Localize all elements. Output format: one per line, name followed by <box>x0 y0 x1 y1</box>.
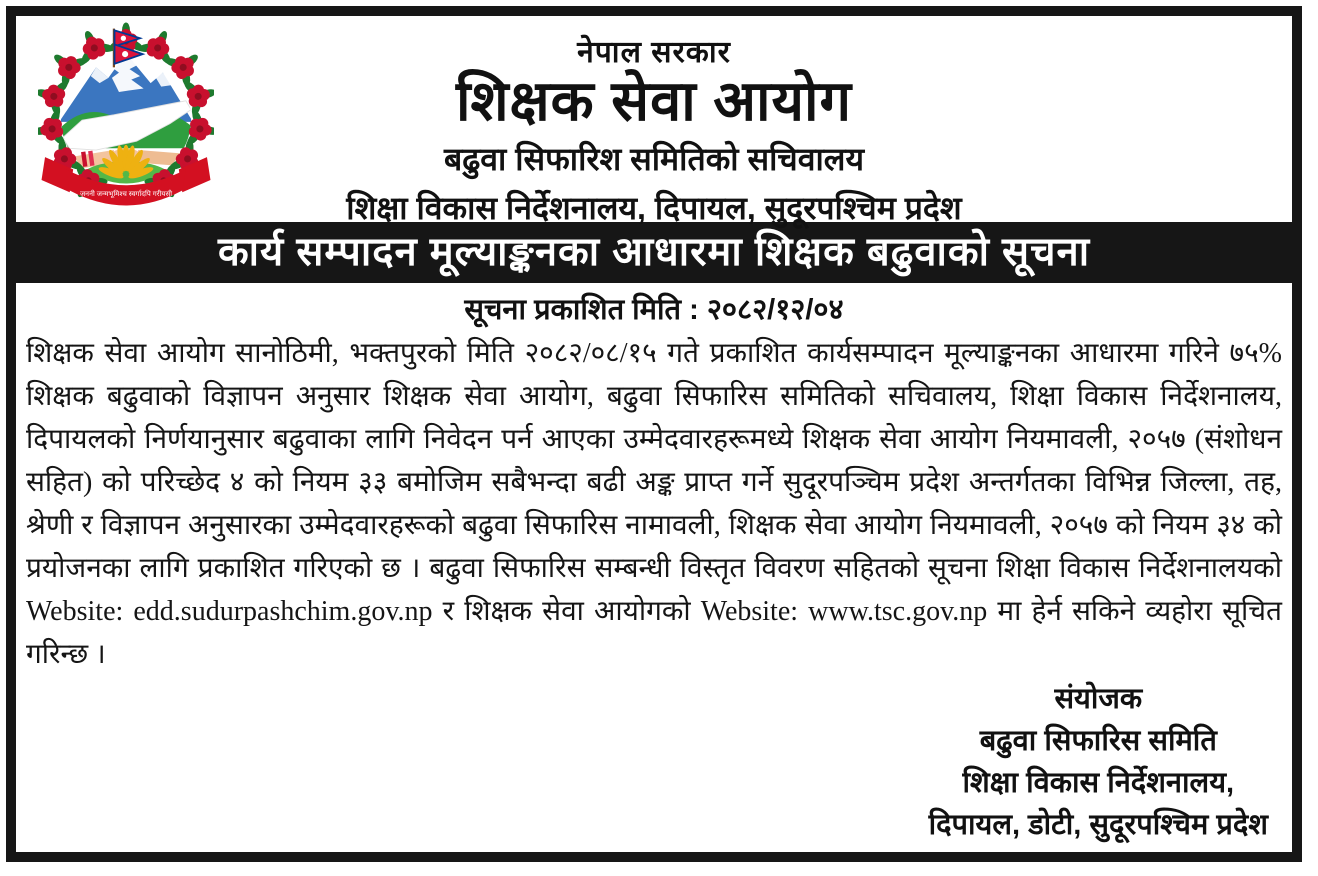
signature-role: संयोजक <box>1054 683 1143 715</box>
government-name: नेपाल सरकार <box>577 36 731 69</box>
header-text-block <box>16 16 1292 229</box>
notice-frame <box>6 6 1302 862</box>
directorate-line: शिक्षा विकास निर्देशनालय, दिपायल, सुदूरपश्चिम प्रदेश <box>346 190 962 226</box>
signature-committee: बढुवा सिफारिस समिति <box>979 725 1217 757</box>
notice-paragraph: शिक्षक सेवा आयोग सानोठिमी, भक्तपुरको मिति २०८२/०८/१५ गते प्रकाशित कार्यसम्पादन मूल्याङ्कनका आधारमा गरिने ७५% शिक्षक बढुवाको विज्ञापन अनुसार शिक्षक सेवा आयोग, बढुवा सिफारिस समितिको सचिवालय, शिक्षा विकास निर्देशनालय, दिपायलको निर्णयानुसार बढुवाका लागि निवेदन पर्न आएका उम्मेदवारहरूमध्ये शिक्षक सेवा आयोग नियमावली, २०५७ (संशोधन सहित) को परिच्छेद ४ को नियम ३३ बमोजिम सबैभन्दा बढी अङ्क प्राप्त गर्ने सुदूरपञ्चिम प्रदेश अन्तर्गतका विभिन्न जिल्ला, तह, श्रेणी र विज्ञापन अनुसारका उम्मेदवारहरूको बढुवा सिफारिस नामावली, शिक्षक सेवा आयोग नियमावली, २०५७ को नियम ३४ को प्रयोजनका लागि प्रकाशित गरिएको छ । बढुवा सिफारिस सम्बन्धी विस्तृत विवरण सहितको सूचना शिक्षा विकास निर्देशनालयको Website: edd.sudurpashchim.gov.np र शिक्षक सेवा आयोगको Website: www.tsc.gov.np मा हेर्न सकिने व्यहोरा सूचित गरिन्छ । <box>26 338 1282 670</box>
notice-header <box>16 16 1292 226</box>
notice-title-banner: कार्य सम्पादन मूल्याङ्कनका आधारमा शिक्षक बढुवाको सूचना <box>16 222 1292 283</box>
signature-location: दिपायल, डोटी, सुदूरपश्चिम प्रदेश <box>928 809 1268 841</box>
published-date: सूचना प्रकाशित मिति : २०८२/१२/०४ <box>464 294 844 326</box>
emblem-motto: जननी जन्मभूमिश्च स्वर्गादपि गरीयसी <box>79 190 173 198</box>
signature-office: शिक्षा विकास निर्देशनालय, <box>962 767 1235 799</box>
notice-body-section <box>16 283 1292 846</box>
signature-block <box>929 678 1268 846</box>
commission-title: शिक्षक सेवा आयोग <box>455 69 853 132</box>
secretariat-line: बढुवा सिफारिश समितिको सचिवालय <box>443 141 865 177</box>
